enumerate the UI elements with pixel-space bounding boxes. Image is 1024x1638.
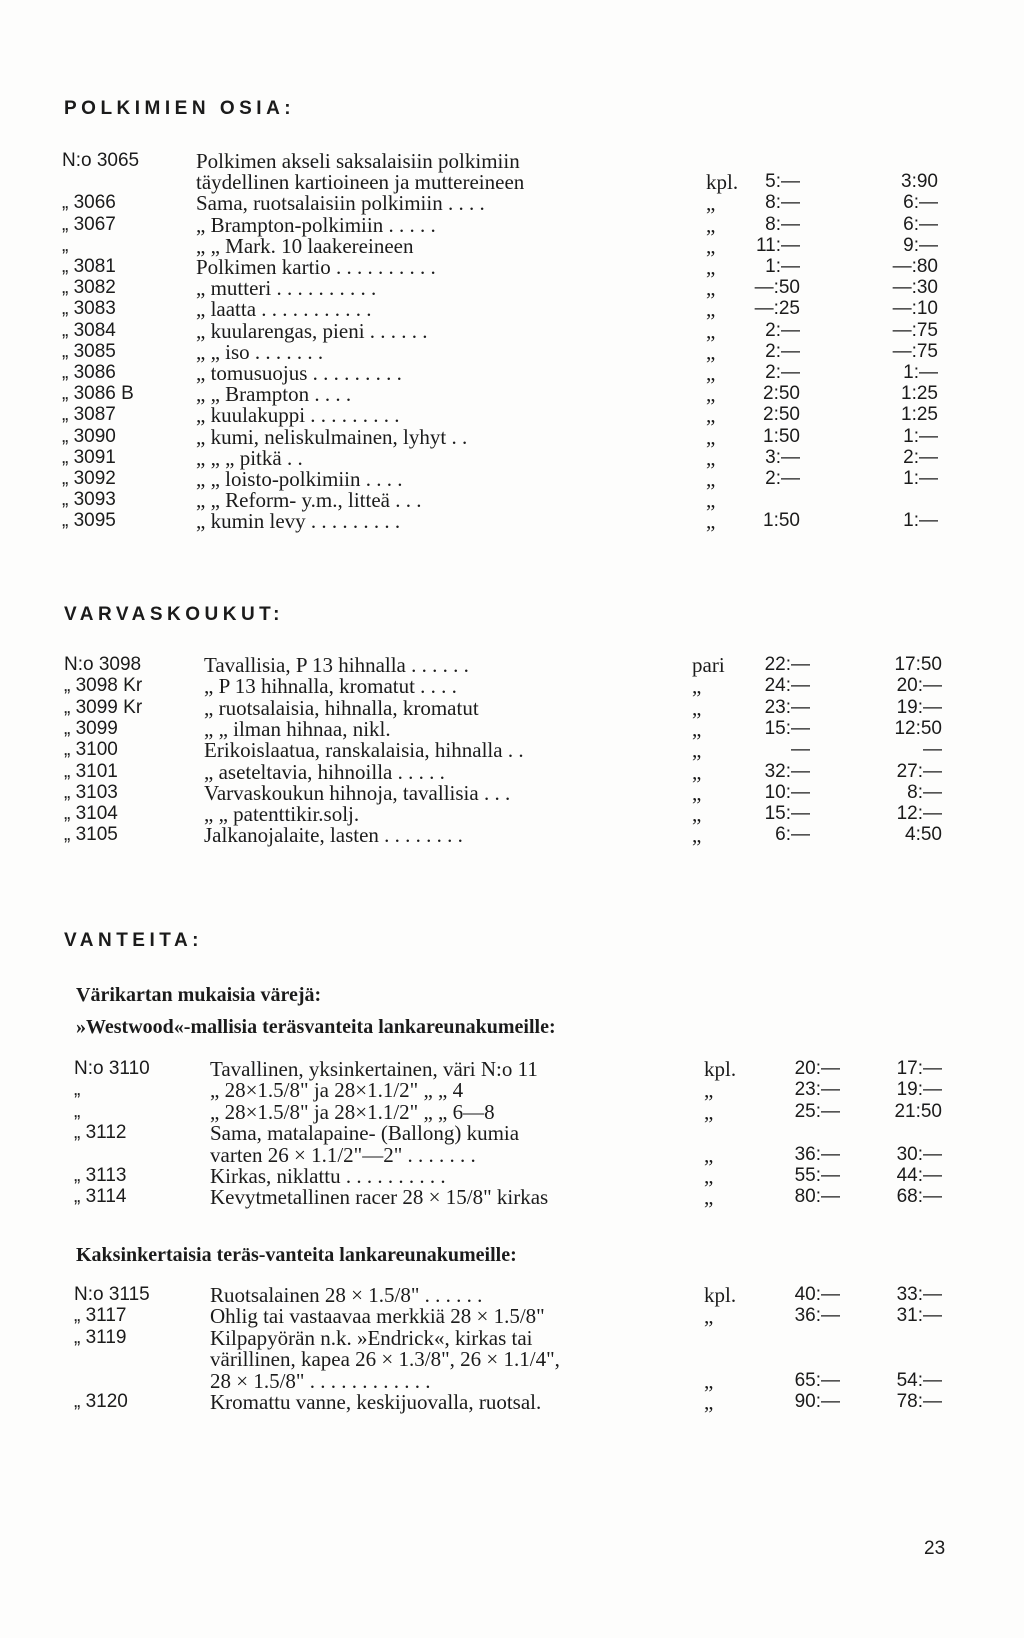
- item-unit: „: [706, 191, 716, 216]
- table-row: [0, 697, 1024, 719]
- price-1: 3:—: [765, 446, 800, 468]
- price-1: 1:—: [765, 256, 800, 277]
- price-2: 8:—: [907, 781, 942, 803]
- item-unit: „: [704, 1304, 714, 1329]
- table-row: [0, 803, 1024, 825]
- item-number: N:o 3098: [64, 654, 142, 675]
- price-1: 2:50: [763, 404, 800, 426]
- item-description: „ „ Brampton . . . .: [196, 382, 352, 407]
- section-heading-polkimien-osia: POLKIMIEN OSIA:: [64, 98, 296, 119]
- price-2: 2:—: [903, 446, 938, 468]
- table-row: [0, 235, 1024, 257]
- price-1: 80:—: [794, 1186, 840, 1208]
- item-unit: „: [706, 233, 716, 258]
- price-2: 12:—: [896, 803, 942, 825]
- price-2: 1:25: [901, 404, 938, 426]
- item-number: „: [74, 1079, 81, 1101]
- price-1: 40:—: [794, 1284, 840, 1305]
- item-number: „ 3086: [62, 362, 116, 383]
- item-description: „ aseteltavia, hihnoilla . . . . .: [204, 759, 445, 784]
- table-row: [0, 1122, 1024, 1144]
- item-description: „ mutteri . . . . . . . . . .: [196, 276, 377, 301]
- item-number: „ 3087: [62, 404, 116, 426]
- item-unit: „: [706, 318, 716, 343]
- table-row: [0, 150, 1024, 172]
- item-unit: „: [692, 674, 702, 699]
- item-unit: „: [706, 212, 716, 237]
- item-number: N:o 3115: [74, 1284, 150, 1305]
- price-2: 30:—: [896, 1143, 942, 1165]
- subheading-kaksinkertaisia: Kaksinkertaisia teräs-vanteita lankareunakumeille:: [76, 1244, 517, 1266]
- item-unit: „: [692, 759, 702, 784]
- item-description: varten 26 × 1.1/2"—2" . . . . . . .: [210, 1142, 476, 1167]
- item-description: „ ruotsalaisia, hihnalla, kromatut: [204, 695, 479, 720]
- table-row: [0, 1370, 1024, 1392]
- item-number: „ 3090: [62, 425, 116, 447]
- item-number: „ 3081: [62, 256, 116, 277]
- price-2: —: [923, 739, 942, 761]
- item-unit: „: [706, 361, 716, 385]
- price-1: 1:50: [763, 425, 800, 447]
- item-number: „ 3086 B: [62, 383, 134, 405]
- table-row: [0, 256, 1024, 278]
- price-2: 21:50: [894, 1100, 942, 1122]
- price-1: 2:—: [765, 319, 800, 341]
- price-2: —:75: [892, 340, 938, 362]
- item-description: täydellinen kartioineen ja muttereineen: [196, 170, 525, 195]
- price-2: 9:—: [903, 234, 938, 256]
- item-unit: „: [704, 1142, 714, 1167]
- price-1: 55:—: [794, 1165, 840, 1186]
- price-2: 3:90: [901, 171, 938, 193]
- item-description: „ „ patenttikir.solj.: [204, 802, 360, 827]
- table-row: [0, 320, 1024, 342]
- price-1: 8:—: [765, 192, 800, 214]
- price-2: —:10: [892, 298, 938, 320]
- table-row: [0, 362, 1024, 384]
- item-description: „ „ „ pitkä . .: [196, 445, 303, 470]
- table-row: [0, 383, 1024, 405]
- table-row: [0, 1144, 1024, 1166]
- price-1: 25:—: [794, 1100, 840, 1122]
- price-2: 6:—: [903, 213, 938, 235]
- price-2: 19:—: [896, 1079, 942, 1101]
- item-unit: pari: [692, 653, 725, 677]
- item-description: Ohlig tai vastaavaa merkkiä 28 × 1.5/8": [210, 1304, 545, 1329]
- subheading-westwood: »Westwood«-mallisia teräsvanteita lankareunakumeille:: [76, 1016, 556, 1038]
- item-description: „ Brampton-polkimiin . . . . .: [196, 212, 436, 237]
- table-row: [0, 1391, 1024, 1413]
- table-row: [0, 1348, 1024, 1370]
- item-description: Erikoislaatua, ranskalaisia, hihnalla . .: [204, 738, 524, 763]
- item-number: „ 3120: [74, 1391, 128, 1412]
- item-unit: „: [706, 488, 716, 513]
- item-description: „ kumin levy . . . . . . . . .: [196, 509, 401, 534]
- table-row: [0, 1186, 1024, 1208]
- item-description: „ „ Mark. 10 laakereineen: [196, 233, 414, 258]
- item-number: „ 3082: [62, 277, 116, 299]
- item-unit: „: [706, 424, 716, 449]
- price-2: 19:—: [896, 696, 942, 718]
- table-row: [0, 171, 1024, 193]
- subheading-varikartan: Värikartan mukaisia värejä:: [76, 984, 322, 1006]
- item-description: Kirkas, niklattu . . . . . . . . . .: [210, 1164, 446, 1188]
- table-row: [0, 739, 1024, 761]
- table-row: [0, 782, 1024, 804]
- item-number: „ 3117: [74, 1305, 127, 1327]
- item-description: Tavallinen, yksinkertainen, väri N:o 11: [210, 1057, 538, 1081]
- table-row: [0, 341, 1024, 363]
- item-number: „ 3100: [64, 739, 118, 761]
- item-number: „ 3099 Kr: [64, 696, 143, 718]
- table-row: [0, 1101, 1024, 1123]
- price-1: 20:—: [794, 1058, 840, 1079]
- price-1: 23:—: [764, 696, 810, 718]
- price-2: 1:25: [901, 383, 938, 405]
- table-row: [0, 654, 1024, 676]
- table-row: [0, 761, 1024, 783]
- item-description: Kromattu vanne, keskijuovalla, ruotsal.: [210, 1390, 542, 1414]
- table-row: [0, 675, 1024, 697]
- table-row: [0, 718, 1024, 740]
- price-2: 54:—: [896, 1369, 942, 1391]
- table-row: [0, 214, 1024, 236]
- table-row: [0, 1305, 1024, 1327]
- item-description: Polkimen kartio . . . . . . . . . .: [196, 255, 436, 279]
- item-number: „ 3098 Kr: [64, 675, 143, 697]
- item-description: Varvaskoukun hihnoja, tavallisia . . .: [204, 780, 511, 805]
- table-row: [0, 1165, 1024, 1187]
- item-number: „ 3113: [74, 1165, 127, 1186]
- item-number: N:o 3110: [74, 1058, 150, 1079]
- item-unit: „: [704, 1099, 714, 1124]
- item-number: „: [74, 1100, 81, 1122]
- price-2: 44:—: [896, 1165, 942, 1186]
- item-description: Tavallisia, P 13 hihnalla . . . . . .: [204, 653, 469, 677]
- item-number: „ 3093: [62, 489, 116, 511]
- price-2: 68:—: [896, 1186, 942, 1208]
- price-1: 2:—: [765, 340, 800, 362]
- item-unit: „: [692, 695, 702, 720]
- price-1: 65:—: [794, 1369, 840, 1391]
- price-2: 4:50: [905, 824, 942, 846]
- item-number: „ 3112: [74, 1122, 127, 1144]
- price-1: —:50: [754, 277, 800, 299]
- price-2: 1:—: [903, 510, 938, 532]
- table-row: [0, 510, 1024, 532]
- price-1: 11:—: [755, 234, 800, 256]
- item-unit: kpl.: [706, 170, 739, 195]
- item-description: „ „ Reform- y.m., litteä . . .: [196, 488, 422, 513]
- item-description: 28 × 1.5/8" . . . . . . . . . . . .: [210, 1368, 431, 1393]
- price-1: 10:—: [764, 781, 810, 803]
- table-row: [0, 426, 1024, 448]
- price-2: 12:50: [894, 717, 942, 739]
- table-row: [0, 192, 1024, 214]
- item-unit: „: [692, 802, 702, 827]
- item-description: värillinen, kapea 26 × 1.3/8", 26 × 1.1/4",: [210, 1347, 560, 1372]
- item-number: N:o 3065: [62, 150, 140, 171]
- table-row: [0, 824, 1024, 846]
- item-unit: „: [706, 339, 716, 364]
- price-1: 2:—: [765, 362, 800, 383]
- price-1: 23:—: [794, 1079, 840, 1101]
- item-unit: „: [704, 1368, 714, 1393]
- item-unit: „: [692, 738, 702, 763]
- item-number: „ 3067: [62, 213, 116, 235]
- item-unit: „: [706, 297, 716, 322]
- price-1: —:25: [754, 298, 800, 320]
- item-number: „ 3092: [62, 468, 116, 489]
- item-unit: „: [692, 716, 702, 741]
- item-unit: „: [692, 780, 702, 805]
- price-2: —:80: [892, 256, 938, 277]
- item-unit: kpl.: [704, 1283, 737, 1307]
- table-row: [0, 1327, 1024, 1349]
- table-row: [0, 1284, 1024, 1306]
- item-unit: kpl.: [704, 1057, 737, 1081]
- item-number: „ 3095: [62, 510, 116, 532]
- price-2: 6:—: [903, 192, 938, 214]
- price-1: 36:—: [794, 1143, 840, 1165]
- price-1: —: [791, 739, 810, 761]
- price-1: 24:—: [764, 675, 810, 697]
- section-heading-vanteita: VANTEITA:: [64, 930, 204, 951]
- item-number: „ 3119: [74, 1326, 127, 1348]
- item-unit: „: [706, 467, 716, 491]
- price-1: 22:—: [764, 654, 810, 675]
- item-number: „ 3066: [62, 192, 116, 214]
- item-description: Jalkanojalaite, lasten . . . . . . . .: [204, 823, 463, 848]
- price-2: 20:—: [896, 675, 942, 697]
- price-2: 1:—: [903, 362, 938, 383]
- price-1: 1:50: [763, 510, 800, 532]
- item-description: Ruotsalainen 28 × 1.5/8" . . . . . .: [210, 1283, 483, 1307]
- item-number: „ 3091: [62, 446, 116, 468]
- item-description: Sama, matalapaine- (Ballong) kumia: [210, 1121, 520, 1146]
- price-1: 32:—: [764, 760, 810, 782]
- table-row: [0, 404, 1024, 426]
- item-unit: „: [704, 1078, 714, 1103]
- item-description: „ „ loisto-polkimiin . . . .: [196, 467, 403, 491]
- price-2: 31:—: [896, 1305, 942, 1327]
- item-description: „ „ iso . . . . . . .: [196, 339, 324, 364]
- section-heading-varvaskoukut: VARVASKOUKUT:: [64, 604, 285, 625]
- table-row: [0, 1058, 1024, 1080]
- item-number: „ 3101: [64, 760, 118, 782]
- item-description: Kevytmetallinen racer 28 × 15/8" kirkas: [210, 1185, 549, 1210]
- price-1: 6:—: [775, 824, 810, 846]
- item-unit: „: [706, 382, 716, 407]
- item-description: „ kuularengas, pieni . . . . . .: [196, 318, 428, 343]
- table-row: [0, 447, 1024, 469]
- item-description: „ tomusuojus . . . . . . . . .: [196, 361, 402, 385]
- table-row: [0, 468, 1024, 490]
- item-description: „ „ ilman hihnaa, nikl.: [204, 716, 391, 741]
- price-2: —:75: [892, 319, 938, 341]
- item-description: „ kuulakuppi . . . . . . . . .: [196, 403, 400, 428]
- item-unit: „: [706, 276, 716, 301]
- item-unit: „: [704, 1164, 714, 1188]
- item-unit: „: [706, 445, 716, 470]
- price-1: 36:—: [794, 1305, 840, 1327]
- item-unit: „: [706, 255, 716, 279]
- price-1: 2:—: [765, 468, 800, 489]
- item-number: „ 3084: [62, 319, 116, 341]
- item-unit: „: [692, 823, 702, 848]
- price-1: 2:50: [763, 383, 800, 405]
- item-description: Kilpapyörän n.k. »Endrick«, kirkas tai: [210, 1325, 533, 1350]
- table-row: [0, 489, 1024, 511]
- item-unit: „: [704, 1390, 714, 1414]
- item-description: Sama, ruotsalaisiin polkimiin . . . .: [196, 191, 485, 216]
- item-description: „ 28×1.5/8" ja 28×1.1/2" „ „ 6—8: [210, 1099, 495, 1124]
- item-unit: „: [704, 1185, 714, 1210]
- table-row: [0, 1079, 1024, 1101]
- price-2: 17:—: [896, 1058, 942, 1079]
- item-description: „ 28×1.5/8" ja 28×1.1/2" „ „ 4: [210, 1078, 464, 1103]
- price-2: —:30: [892, 277, 938, 299]
- item-number: „ 3114: [74, 1186, 127, 1208]
- item-number: „: [62, 234, 69, 256]
- price-1: 15:—: [764, 803, 810, 825]
- price-2: 78:—: [896, 1391, 942, 1412]
- item-number: „ 3083: [62, 298, 116, 320]
- price-2: 1:—: [903, 468, 938, 489]
- price-2: 27:—: [896, 760, 942, 782]
- table-row: [0, 298, 1024, 320]
- item-description: Polkimen akseli saksalaisiin polkimiin: [196, 149, 520, 173]
- item-unit: „: [706, 509, 716, 534]
- price-2: 17:50: [894, 654, 942, 675]
- item-description: „ laatta . . . . . . . . . . .: [196, 297, 372, 322]
- price-1: 90:—: [794, 1391, 840, 1412]
- item-unit: „: [706, 403, 716, 428]
- table-row: [0, 277, 1024, 299]
- price-2: 33:—: [896, 1284, 942, 1305]
- page-number: 23: [924, 1538, 946, 1559]
- item-number: „ 3103: [64, 781, 118, 803]
- item-number: „ 3105: [64, 824, 118, 846]
- item-number: „ 3085: [62, 340, 116, 362]
- price-1: 5:—: [765, 171, 800, 193]
- price-1: 8:—: [765, 213, 800, 235]
- item-number: „ 3104: [64, 803, 118, 825]
- item-description: „ P 13 hihnalla, kromatut . . . .: [204, 674, 457, 699]
- price-1: 15:—: [764, 717, 810, 739]
- item-description: „ kumi, neliskulmainen, lyhyt . .: [196, 424, 468, 449]
- price-2: 1:—: [903, 425, 938, 447]
- item-number: „ 3099: [64, 717, 118, 739]
